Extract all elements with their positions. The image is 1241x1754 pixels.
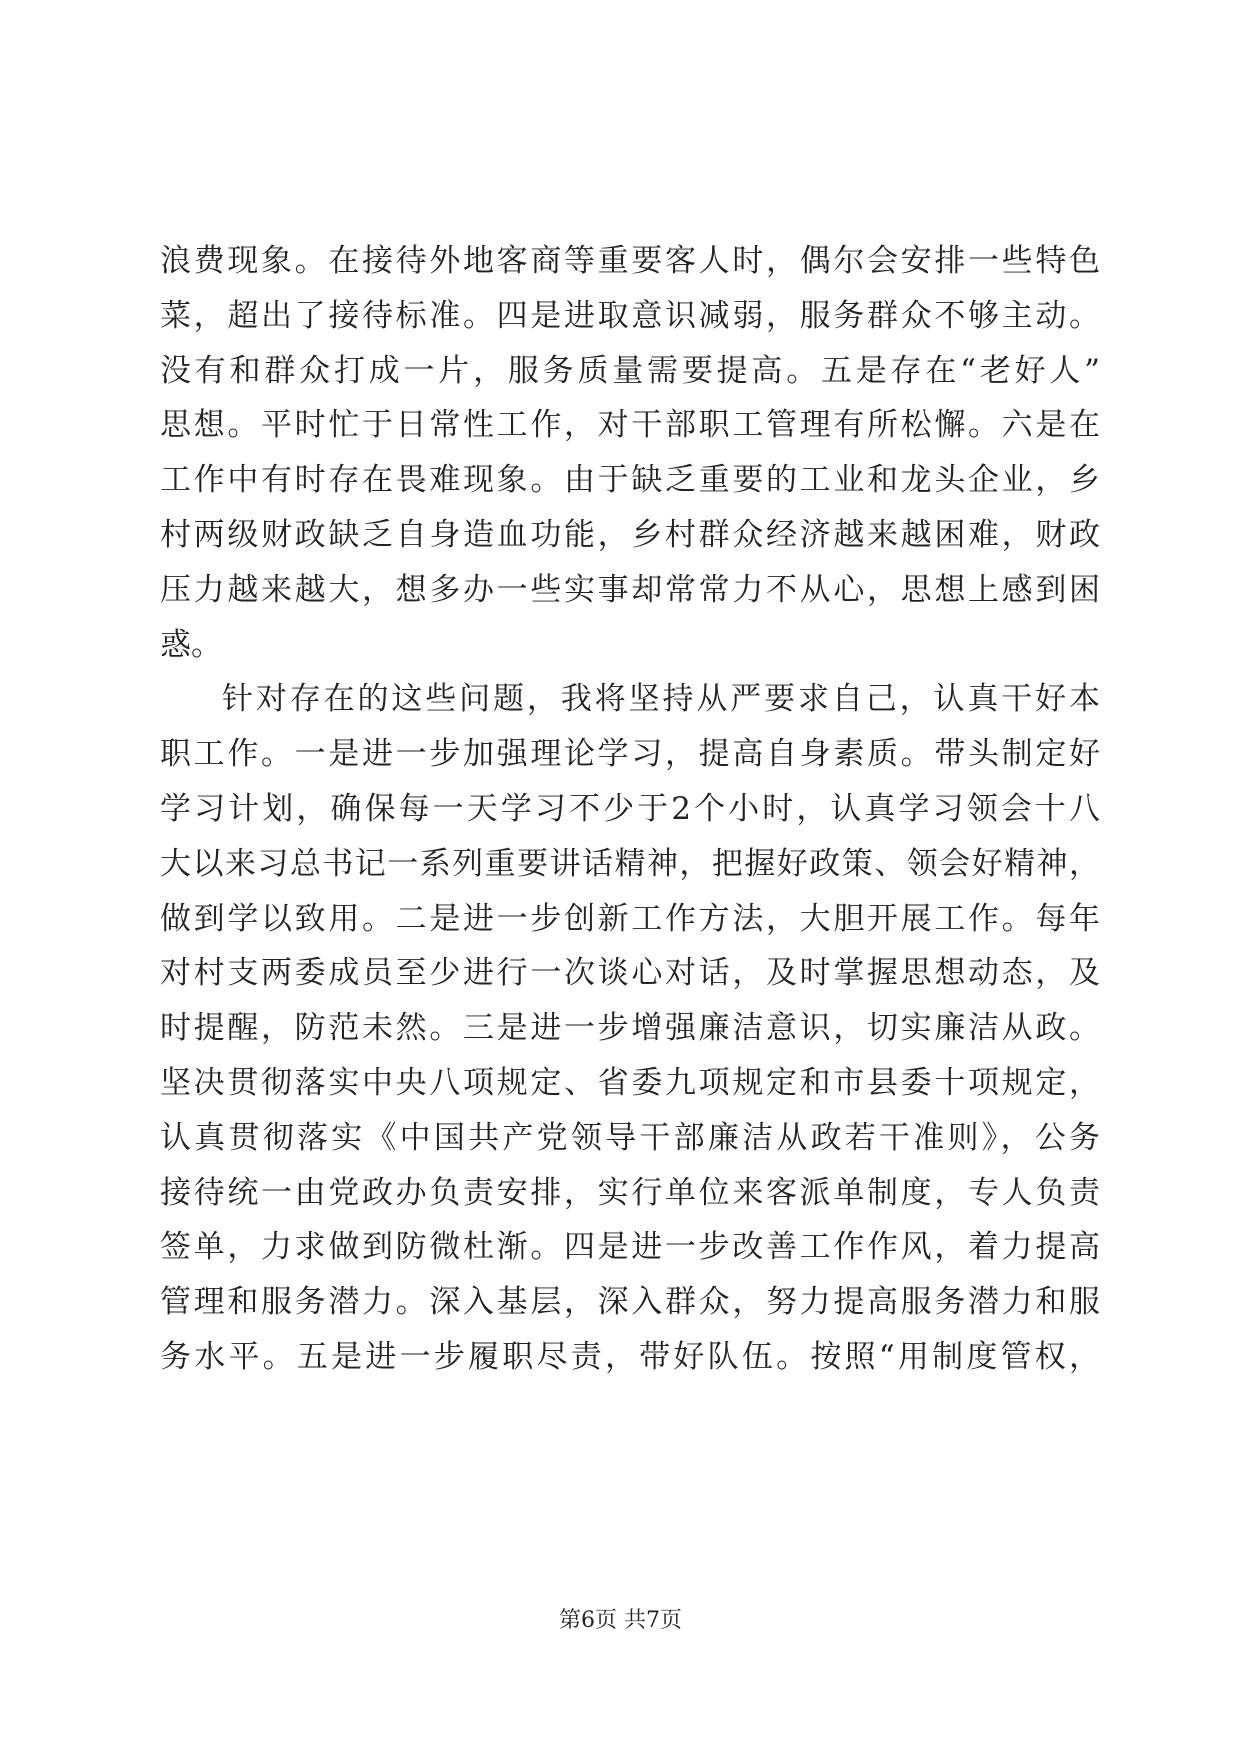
paragraph-1 xyxy=(160,234,1100,672)
text-line: 菜，超出了接待标准。四是进取意识减弱，服务群众不够主动。 xyxy=(160,297,1100,334)
text-line: 对村支两委成员至少进行一次谈心对话，及时掌握思想动态，及 xyxy=(160,955,1100,992)
text-line: 认真贯彻落实《中国共产党领导干部廉洁从政若干准则》，公务 xyxy=(160,1119,1100,1156)
text-line: 务水平。五是进一步履职尽责，带好队伍。按照“用制度管权， xyxy=(160,1338,1100,1375)
text-line: 做到学以致用。二是进一步创新工作方法，大胆开展工作。每年 xyxy=(160,900,1100,937)
text-line: 职工作。一是进一步加强理论学习，提高自身素质。带头制定好 xyxy=(160,736,1100,773)
body-text xyxy=(160,234,1100,1385)
text-line: 惑。 xyxy=(160,626,222,663)
text-line: 思想。平时忙于日常性工作，对干部职工管理有所松懈。六是在 xyxy=(160,407,1100,444)
text-line: 学习计划，确保每一天学习不少于2个小时，认真学习领会十八 xyxy=(160,790,1100,827)
text-line: 坚决贯彻落实中央八项规定、省委九项规定和市县委十项规定， xyxy=(160,1064,1100,1101)
text-line: 没有和群众打成一片，服务质量需要提高。五是存在“老好人” xyxy=(160,352,1100,389)
text-line: 压力越来越大，想多办一些实事却常常力不从心，思想上感到困 xyxy=(160,571,1100,608)
text-line: 村两级财政缺乏自身造血功能，乡村群众经济越来越困难，财政 xyxy=(160,516,1100,553)
page-number-label: 第6页 共7页 xyxy=(559,1608,682,1633)
page-footer xyxy=(0,1606,1241,1636)
text-line: 签单，力求做到防微杜渐。四是进一步改善工作作风，着力提高 xyxy=(160,1229,1100,1266)
text-line: 管理和服务潜力。深入基层，深入群众，努力提高服务潜力和服 xyxy=(160,1284,1100,1321)
text-line: 针对存在的这些问题，我将坚持从严要求自己，认真干好本 xyxy=(222,681,1100,718)
paragraph-2 xyxy=(160,672,1100,1384)
text-line: 大以来习总书记一系列重要讲话精神，把握好政策、领会好精神， xyxy=(160,845,1100,882)
text-line: 浪费现象。在接待外地客商等重要客人时，偶尔会安排一些特色 xyxy=(160,243,1100,279)
text-line: 工作中有时存在畏难现象。由于缺乏重要的工业和龙头企业，乡 xyxy=(160,462,1100,499)
text-line: 接待统一由党政办负责安排，实行单位来客派单制度，专人负责 xyxy=(160,1174,1100,1211)
text-line: 时提醒，防范未然。三是进一步增强廉洁意识，切实廉洁从政。 xyxy=(160,1010,1100,1047)
